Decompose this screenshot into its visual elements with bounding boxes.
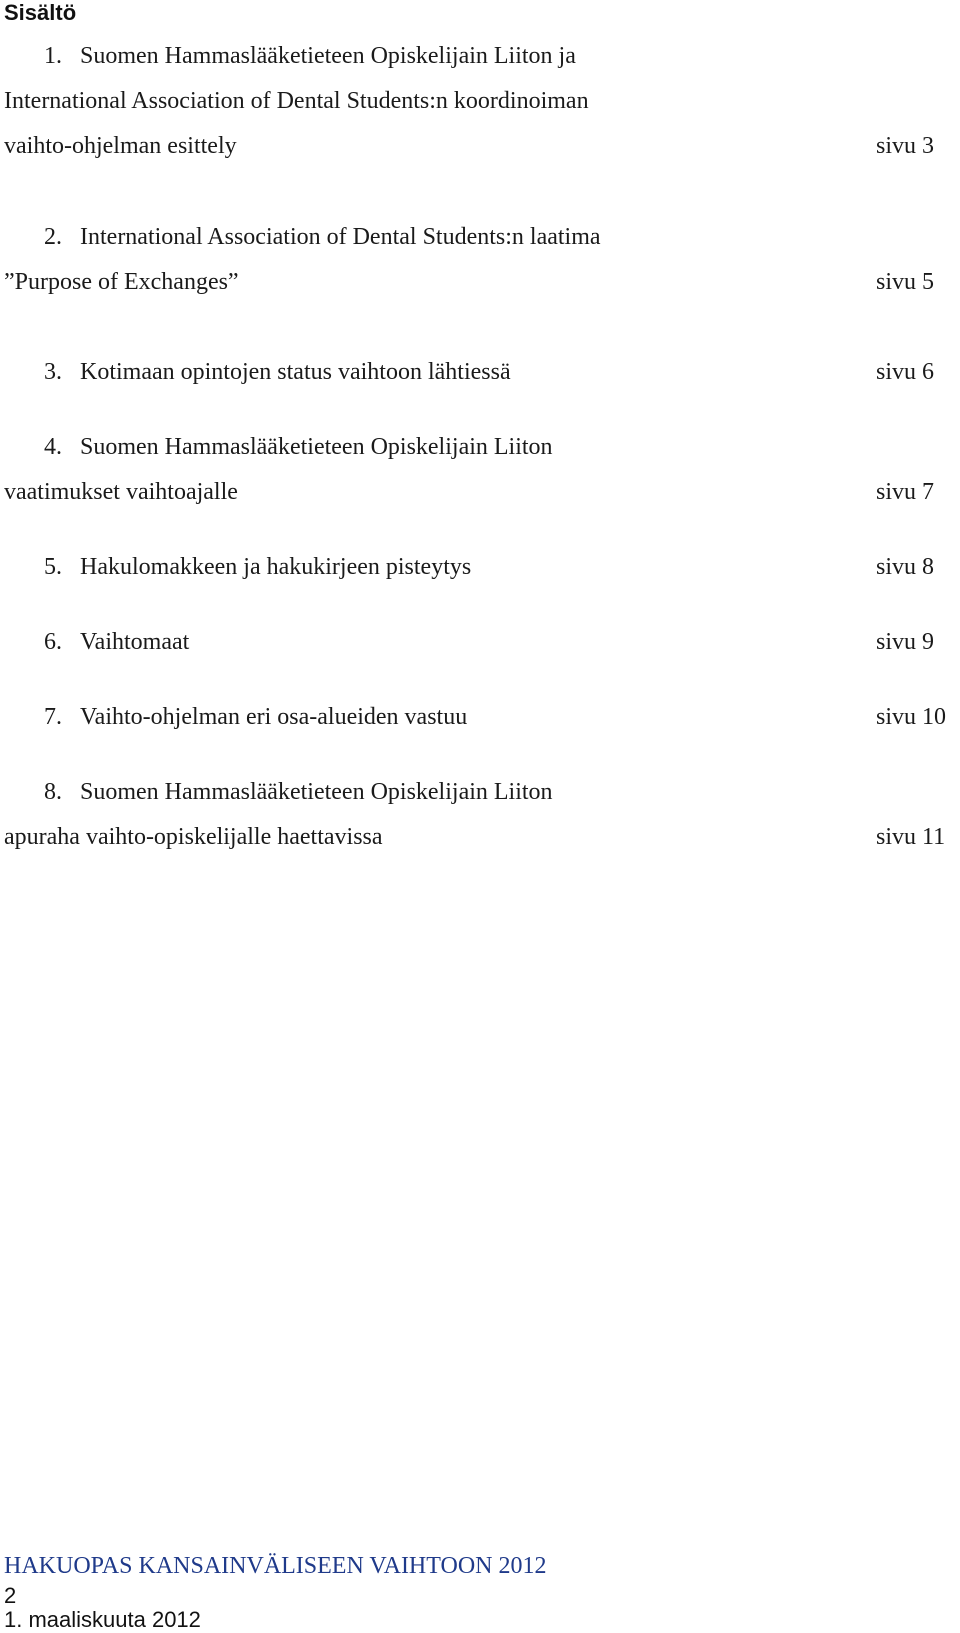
toc-entry-6-number: 6. (44, 629, 62, 655)
toc-entry-7-title-line-1: Vaihto-ohjelman eri osa-alueiden vastuu (80, 704, 468, 730)
toc-entry-2-title-line-2: ”Purpose of Exchanges” (4, 269, 239, 295)
toc-entry-1-title-line-1: Suomen Hammaslääketieteen Opiskelijain Liiton ja (80, 43, 576, 69)
toc-entry-4-line-1 (44, 432, 553, 462)
toc-entry-1-line-1 (44, 41, 576, 71)
footer-title: HAKUOPAS KANSAINVÄLISEEN VAIHTOON 2012 (4, 1553, 547, 1579)
toc-entry-7-page: sivu 10 (876, 704, 947, 730)
toc-entry-1-title-line-2: International Association of Dental Students:n koordinoiman (4, 88, 589, 114)
toc-entry-3-number: 3. (44, 359, 62, 385)
toc-entry-8-title-line-1: Suomen Hammaslääketieteen Opiskelijain Liiton (80, 779, 553, 805)
toc-entry-7-line-1 (44, 702, 467, 732)
toc-entry-1-page: sivu 3 (876, 133, 935, 159)
toc-entry-3-line-1 (44, 357, 511, 387)
toc-entry-2-title-line-1: International Association of Dental Students:n laatima (80, 224, 601, 250)
toc-entry-4-page: sivu 7 (876, 479, 935, 505)
footer-date: 1. maaliskuuta 2012 (4, 1607, 201, 1632)
toc-entry-2-page: sivu 5 (876, 269, 935, 295)
toc-entry-8-title-line-2: apuraha vaihto-opiskelijalle haettavissa (4, 824, 383, 850)
toc-entry-8-number: 8. (44, 779, 62, 805)
toc-entry-5-title-line-1: Hakulomakkeen ja hakukirjeen pisteytys (80, 554, 472, 580)
toc-entry-4-title-line-2: vaatimukset vaihtoajalle (4, 479, 238, 505)
toc-entry-2-line-1 (44, 222, 601, 252)
toc-entry-2-number: 2. (44, 224, 62, 250)
toc-entry-5-number: 5. (44, 554, 62, 580)
toc-entry-7-number: 7. (44, 704, 62, 730)
toc-entry-5-page: sivu 8 (876, 554, 935, 580)
toc-entry-1-number: 1. (44, 43, 62, 69)
toc-entry-6-page: sivu 9 (876, 629, 935, 655)
toc-entry-3-title-line-1: Kotimaan opintojen status vaihtoon lähtiessä (80, 359, 511, 385)
toc-entry-6-line-1 (44, 627, 189, 657)
toc-entry-8-line-1 (44, 777, 553, 807)
toc-entry-5-line-1 (44, 552, 471, 582)
toc-entry-6-title-line-1: Vaihtomaat (80, 629, 190, 655)
footer-page-number: 2 (4, 1583, 17, 1608)
toc-heading: Sisältö (4, 0, 77, 25)
toc-entry-4-title-line-1: Suomen Hammaslääketieteen Opiskelijain Liiton (80, 434, 553, 460)
toc-entry-1-title-line-3: vaihto-ohjelman esittely (4, 133, 237, 159)
toc-entry-8-page: sivu 11 (876, 824, 946, 850)
toc-entry-4-number: 4. (44, 434, 62, 460)
toc-entry-3-page: sivu 6 (876, 359, 935, 385)
